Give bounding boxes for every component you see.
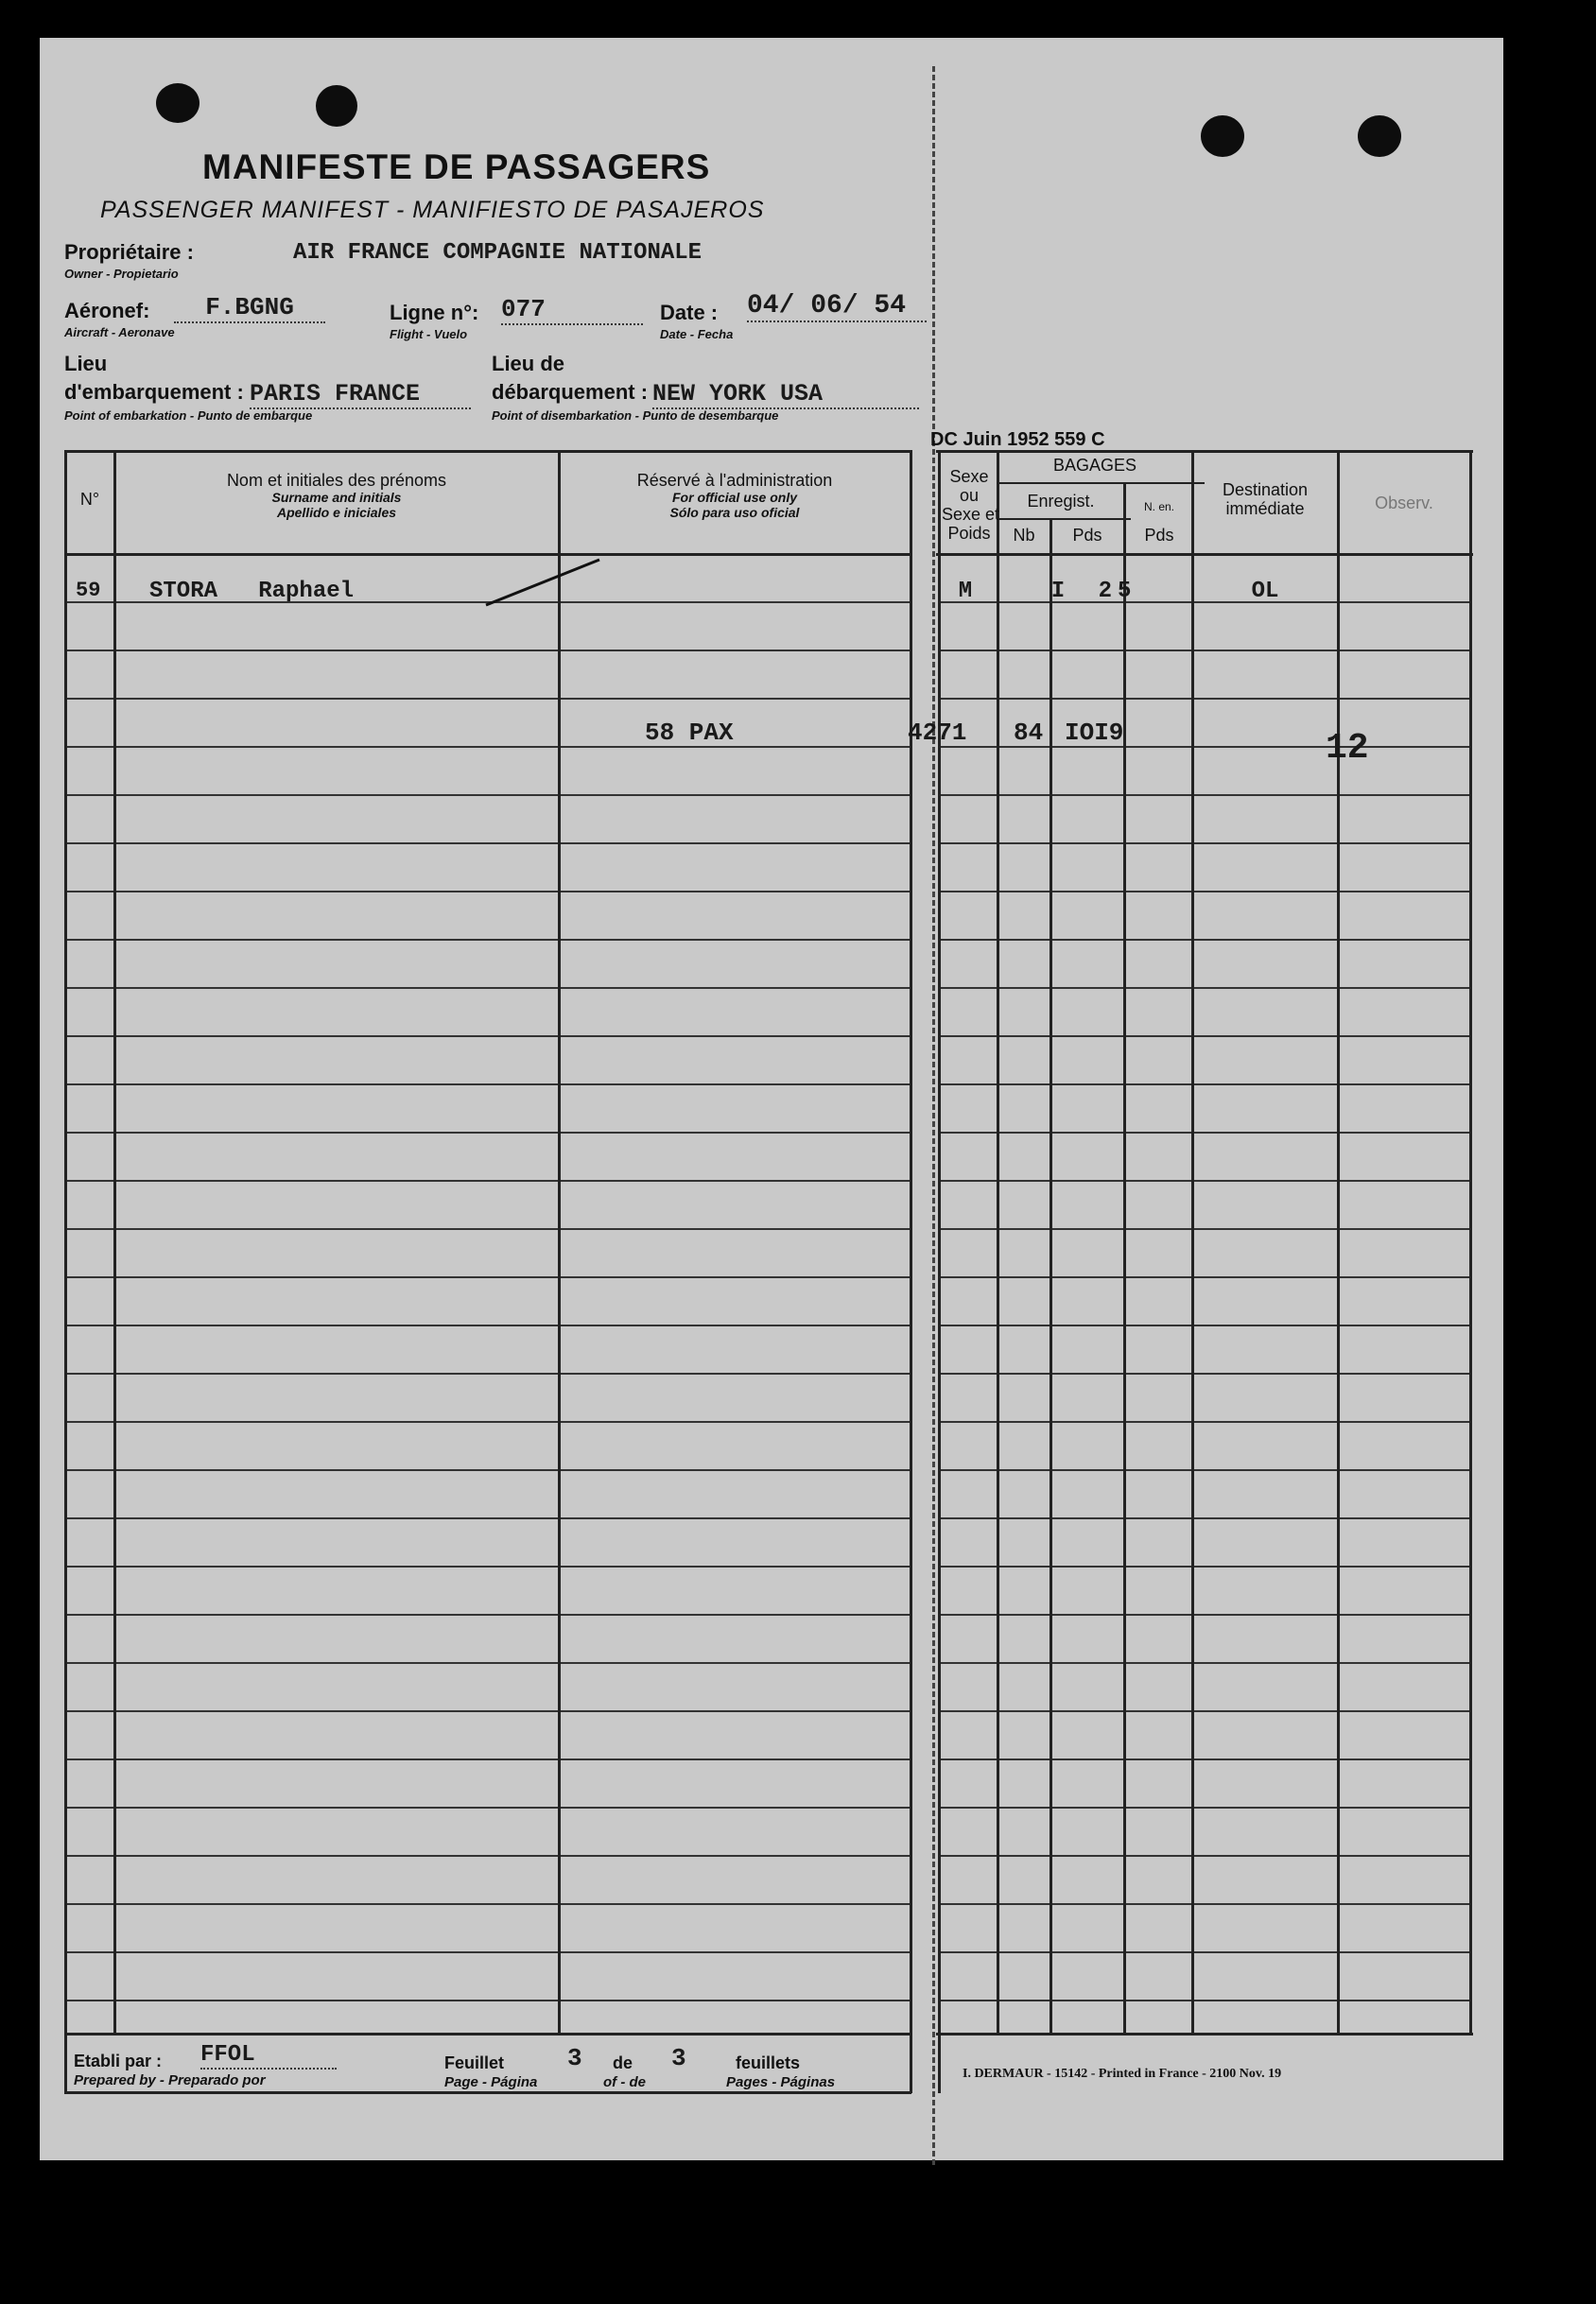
row-line-right [938, 1662, 1471, 1664]
manifest-title: MANIFESTE DE PASSAGERS [202, 147, 711, 186]
row-sex: M [958, 579, 973, 604]
col-header-bagages: BAGAGES [1052, 456, 1137, 475]
embark-label-1: Lieu [64, 352, 108, 375]
col-header-name-en: Surname and initials [271, 490, 402, 505]
manifest-subtitle: PASSENGER MANIFEST - MANIFIESTO DE PASAJEROS [100, 197, 765, 223]
header-bottom-border-right [936, 553, 1473, 556]
col-header-name-es: Apellido e iniciales [276, 505, 397, 520]
row-line [64, 1180, 911, 1182]
sheet-sub: Page - Página [444, 2074, 538, 2090]
strike-mark [482, 556, 605, 609]
row-line [64, 1951, 911, 1953]
col-header-pds2: Pds [1144, 526, 1174, 545]
row-line [64, 1325, 911, 1326]
col-header-n-en: N. en. [1143, 500, 1174, 513]
row-line-right [938, 939, 1471, 941]
bagages-divider [998, 482, 1205, 484]
table-bottom-border [64, 2033, 911, 2035]
col-header-nb: Nb [1013, 526, 1035, 545]
row-line-right [938, 842, 1471, 844]
col-divider-sex [997, 450, 999, 2035]
row-line-right [938, 1469, 1471, 1471]
row-line-right [938, 1614, 1471, 1616]
col-divider-dest [1337, 450, 1340, 2035]
sheets-label: feuillets [736, 2053, 801, 2072]
row-line-right [938, 1903, 1471, 1905]
row-line-right [938, 1758, 1471, 1760]
row-line [64, 1662, 911, 1664]
col-header-enregist: Enregist. [1027, 492, 1095, 511]
date-label: Date : [660, 301, 719, 324]
row-line [64, 1421, 911, 1423]
col-header-sex-1: Sexe [949, 467, 989, 486]
col-header-observations: Observ. [1375, 494, 1433, 512]
row-line [64, 1132, 911, 1134]
row-line [64, 1228, 911, 1230]
row-bag-nb: I [1050, 579, 1066, 604]
col-header-dest-1: Destination [1222, 480, 1309, 499]
col-header-sex-2: ou [959, 486, 980, 505]
row-line [64, 746, 911, 748]
total-bag-pds: IOI9 [1065, 719, 1124, 747]
row-line-right [938, 1083, 1471, 1085]
col-header-admin [562, 471, 908, 520]
col-divider-nb [1050, 518, 1052, 2035]
date-sub: Date - Fecha [660, 327, 734, 341]
flight-value: 077 [501, 295, 643, 325]
row-destination: OL [1251, 579, 1279, 604]
footer-bottom-border [64, 2091, 911, 2094]
col-divider-right-start [938, 450, 941, 2093]
row-line [64, 1373, 911, 1375]
col-divider-pds2 [1191, 450, 1194, 2035]
owner-value: AIR FRANCE COMPAGNIE NATIONALE [293, 240, 703, 266]
row-line-right [938, 1710, 1471, 1712]
enregist-divider [998, 518, 1131, 520]
col-header-admin-es: Sólo para uso oficial [669, 505, 800, 520]
row-line [64, 1276, 911, 1278]
total-pax: 58 PAX [645, 719, 734, 747]
row-line-right [938, 794, 1471, 796]
table-top-border [64, 450, 911, 453]
table-bottom-border-right [936, 2033, 1473, 2035]
row-line-right [938, 1517, 1471, 1519]
col-header-name-fr: Nom et initiales des prénoms [226, 471, 447, 490]
embark-value: PARIS FRANCE [250, 380, 471, 409]
row-line-right [938, 1132, 1471, 1134]
col-header-sex-4: Poids [947, 524, 991, 543]
row-line [64, 891, 911, 892]
row-line [64, 1758, 911, 1760]
col-header-destination [1193, 480, 1337, 518]
col-header-sex-3: Sexe et [942, 505, 1000, 524]
row-line-right [938, 1180, 1471, 1182]
row-line [64, 987, 911, 989]
flight-sub: Flight - Vuelo [390, 327, 468, 341]
row-line [64, 650, 911, 651]
aircraft-sub: Aircraft - Aeronave [64, 325, 175, 339]
col-header-sex [942, 467, 1000, 543]
disembark-label-1: Lieu de [492, 352, 565, 375]
row-line [64, 794, 911, 796]
of-sub: of - de [603, 2074, 646, 2090]
row-line-right [938, 987, 1471, 989]
flight-label: Ligne n°: [390, 301, 479, 324]
col-divider-name [558, 450, 561, 2035]
aircraft-label: Aéronef: [64, 299, 150, 322]
sheet-label: Feuillet [444, 2053, 505, 2072]
manifest-sheet [40, 38, 1503, 2160]
row-line-right [938, 650, 1471, 651]
row-line [64, 698, 911, 700]
punch-hole [316, 85, 357, 127]
aircraft-value: F.BGNG [174, 293, 325, 323]
row-line [64, 1710, 911, 1712]
row-line-right [938, 1566, 1471, 1568]
row-line-right [938, 1421, 1471, 1423]
col-header-no: N° [79, 490, 100, 509]
row-line [64, 1035, 911, 1037]
row-line [64, 939, 911, 941]
col-divider-no [113, 450, 116, 2035]
punch-hole [1358, 115, 1401, 157]
total-sheets-value: 3 [671, 2044, 686, 2072]
col-header-dest-2: immédiate [1225, 499, 1305, 518]
printer-imprint: I. DERMAUR - 15142 - Printed in France - 2100 Nov. 19 [963, 2067, 1282, 2081]
row-line [64, 2000, 911, 2001]
form-code: DC Juin 1952 559 C [930, 429, 1105, 450]
col-header-admin-fr: Réservé à l'administration [636, 471, 833, 490]
of-label: de [613, 2053, 633, 2072]
punch-hole [156, 83, 200, 123]
table-top-border-right [936, 450, 1473, 453]
col-header-admin-en: For official use only [672, 490, 797, 505]
row-line-right [938, 1373, 1471, 1375]
date-value: 04/ 06/ 54 [747, 291, 927, 322]
row-line-right [938, 891, 1471, 892]
row-line-right [938, 1228, 1471, 1230]
prepared-label: Etabli par : [74, 2052, 163, 2070]
table-left-border [64, 450, 67, 2093]
row-line [64, 842, 911, 844]
prepared-sub: Prepared by - Preparado por [74, 2072, 266, 2088]
row-name: STORA Raphael [149, 579, 355, 604]
row-line-right [938, 1276, 1471, 1278]
row-line-right [938, 1951, 1471, 1953]
owner-sub: Owner - Propietario [64, 267, 179, 281]
row-line-right [938, 1325, 1471, 1326]
row-line [64, 1517, 911, 1519]
table-right-border [1469, 450, 1472, 2035]
row-line [64, 1855, 911, 1857]
embark-label-2: d'embarquement : [64, 380, 244, 404]
row-no: 59 [76, 579, 101, 602]
col-header-name [117, 471, 556, 520]
row-line-right [938, 1855, 1471, 1857]
row-line [64, 1903, 911, 1905]
row-line-right [938, 1807, 1471, 1809]
row-bag-pds: 25 [1098, 579, 1137, 604]
total-weight: 4271 [908, 719, 967, 747]
prepared-value: FFOL [200, 2042, 337, 2070]
total-note: 12 [1326, 728, 1369, 769]
row-line [64, 1807, 911, 1809]
row-line-right [938, 698, 1471, 700]
row-line [64, 1566, 911, 1568]
disembark-label-2: débarquement : [492, 380, 649, 404]
row-line-right [938, 2000, 1471, 2001]
perforation-line [932, 66, 935, 2165]
col-header-pds: Pds [1072, 526, 1102, 545]
disembark-sub: Point of disembarkation - Punto de desembarque [492, 408, 779, 423]
row-line [64, 1083, 911, 1085]
total-bag-nb: 84 [1014, 719, 1044, 747]
owner-label: Propriétaire : [64, 240, 194, 264]
disembark-value: NEW YORK USA [652, 380, 919, 409]
row-line-right [938, 1035, 1471, 1037]
embark-sub: Point of embarkation - Punto de embarque [64, 408, 313, 423]
sheet-value: 3 [567, 2044, 582, 2072]
col-divider-pds [1123, 482, 1126, 2035]
row-line [64, 1469, 911, 1471]
sheets-sub: Pages - Páginas [726, 2074, 836, 2090]
punch-hole [1201, 115, 1244, 157]
row-line [64, 1614, 911, 1616]
col-divider-admin [910, 450, 912, 2093]
